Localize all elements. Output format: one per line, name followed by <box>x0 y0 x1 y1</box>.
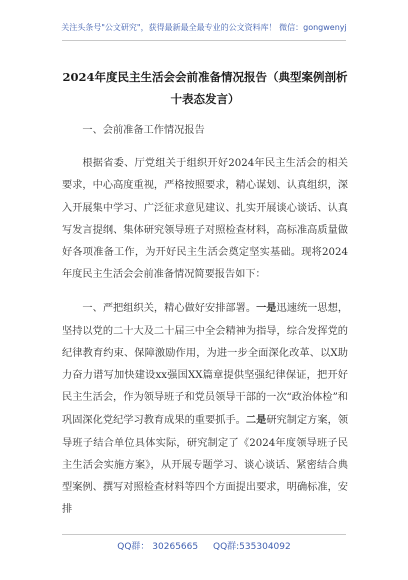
document-title: 2024年度民主生活会会前准备情况报告（典型案例剖析十表态发言） <box>62 70 348 106</box>
paragraph <box>62 297 348 521</box>
footer-qq-group-2: QQ群:535304092 <box>212 542 291 552</box>
header-banner: 关注头条号"公文研究"，获得最新最全最专业的公文资料库！ 微信：gongwenyj <box>61 23 347 32</box>
bold-marker: 一是 <box>256 302 277 315</box>
document-body <box>62 120 348 521</box>
footer-qq-group-1: QQ群： 30265665 <box>117 542 199 552</box>
paragraph: 根据省委、厅党组关于组织开好2024年民主生活会的相关要求，中心高度重视，严格按照要求，精心谋划、认真组织，深入开展集中学习、广泛征求意见建议、扎实开展谈心谈话、认真写发言提纲、集体研究领导班子对照检查材料，高标准高质量做好各项准备工作，为开好民主生活会奠定坚实基础。现将2024年度民主生活会会前准备情况简要报告如下： <box>62 158 348 281</box>
footer <box>0 539 408 552</box>
paragraph-text: 研究制定方案，领导班子结合单位具体实际，研究制定了《2024年度领导班子民主生活会实施方案》，从开展专题学习、谈心谈话、紧密结合典型案例、撰写对照检查材料等四个方面提出要求，明确标准，安排 <box>62 415 349 516</box>
section-heading: 一、会前准备工作情况报告 <box>82 125 205 136</box>
paragraph-text: 迅速统一思想，坚持以党的二十大及二十届三中全会精神为指导，综合发挥党的纪律教育约束、保障激励作用，为进一步全面深化改革、以X助力奋力谱写加快建设xx强国XX篇章提供坚强纪律保证，把开好民主生活会，作为领导班子和党员领导干部的一次“政治体检”和巩固深化党纪学习教育成果的重要抓手。 <box>62 303 349 427</box>
footer-divider <box>62 534 346 535</box>
paragraph-lead: 一、严把组织关，精心做好安排部署。 <box>82 303 257 315</box>
header-divider <box>62 40 346 41</box>
bold-marker: 二是 <box>245 414 267 427</box>
